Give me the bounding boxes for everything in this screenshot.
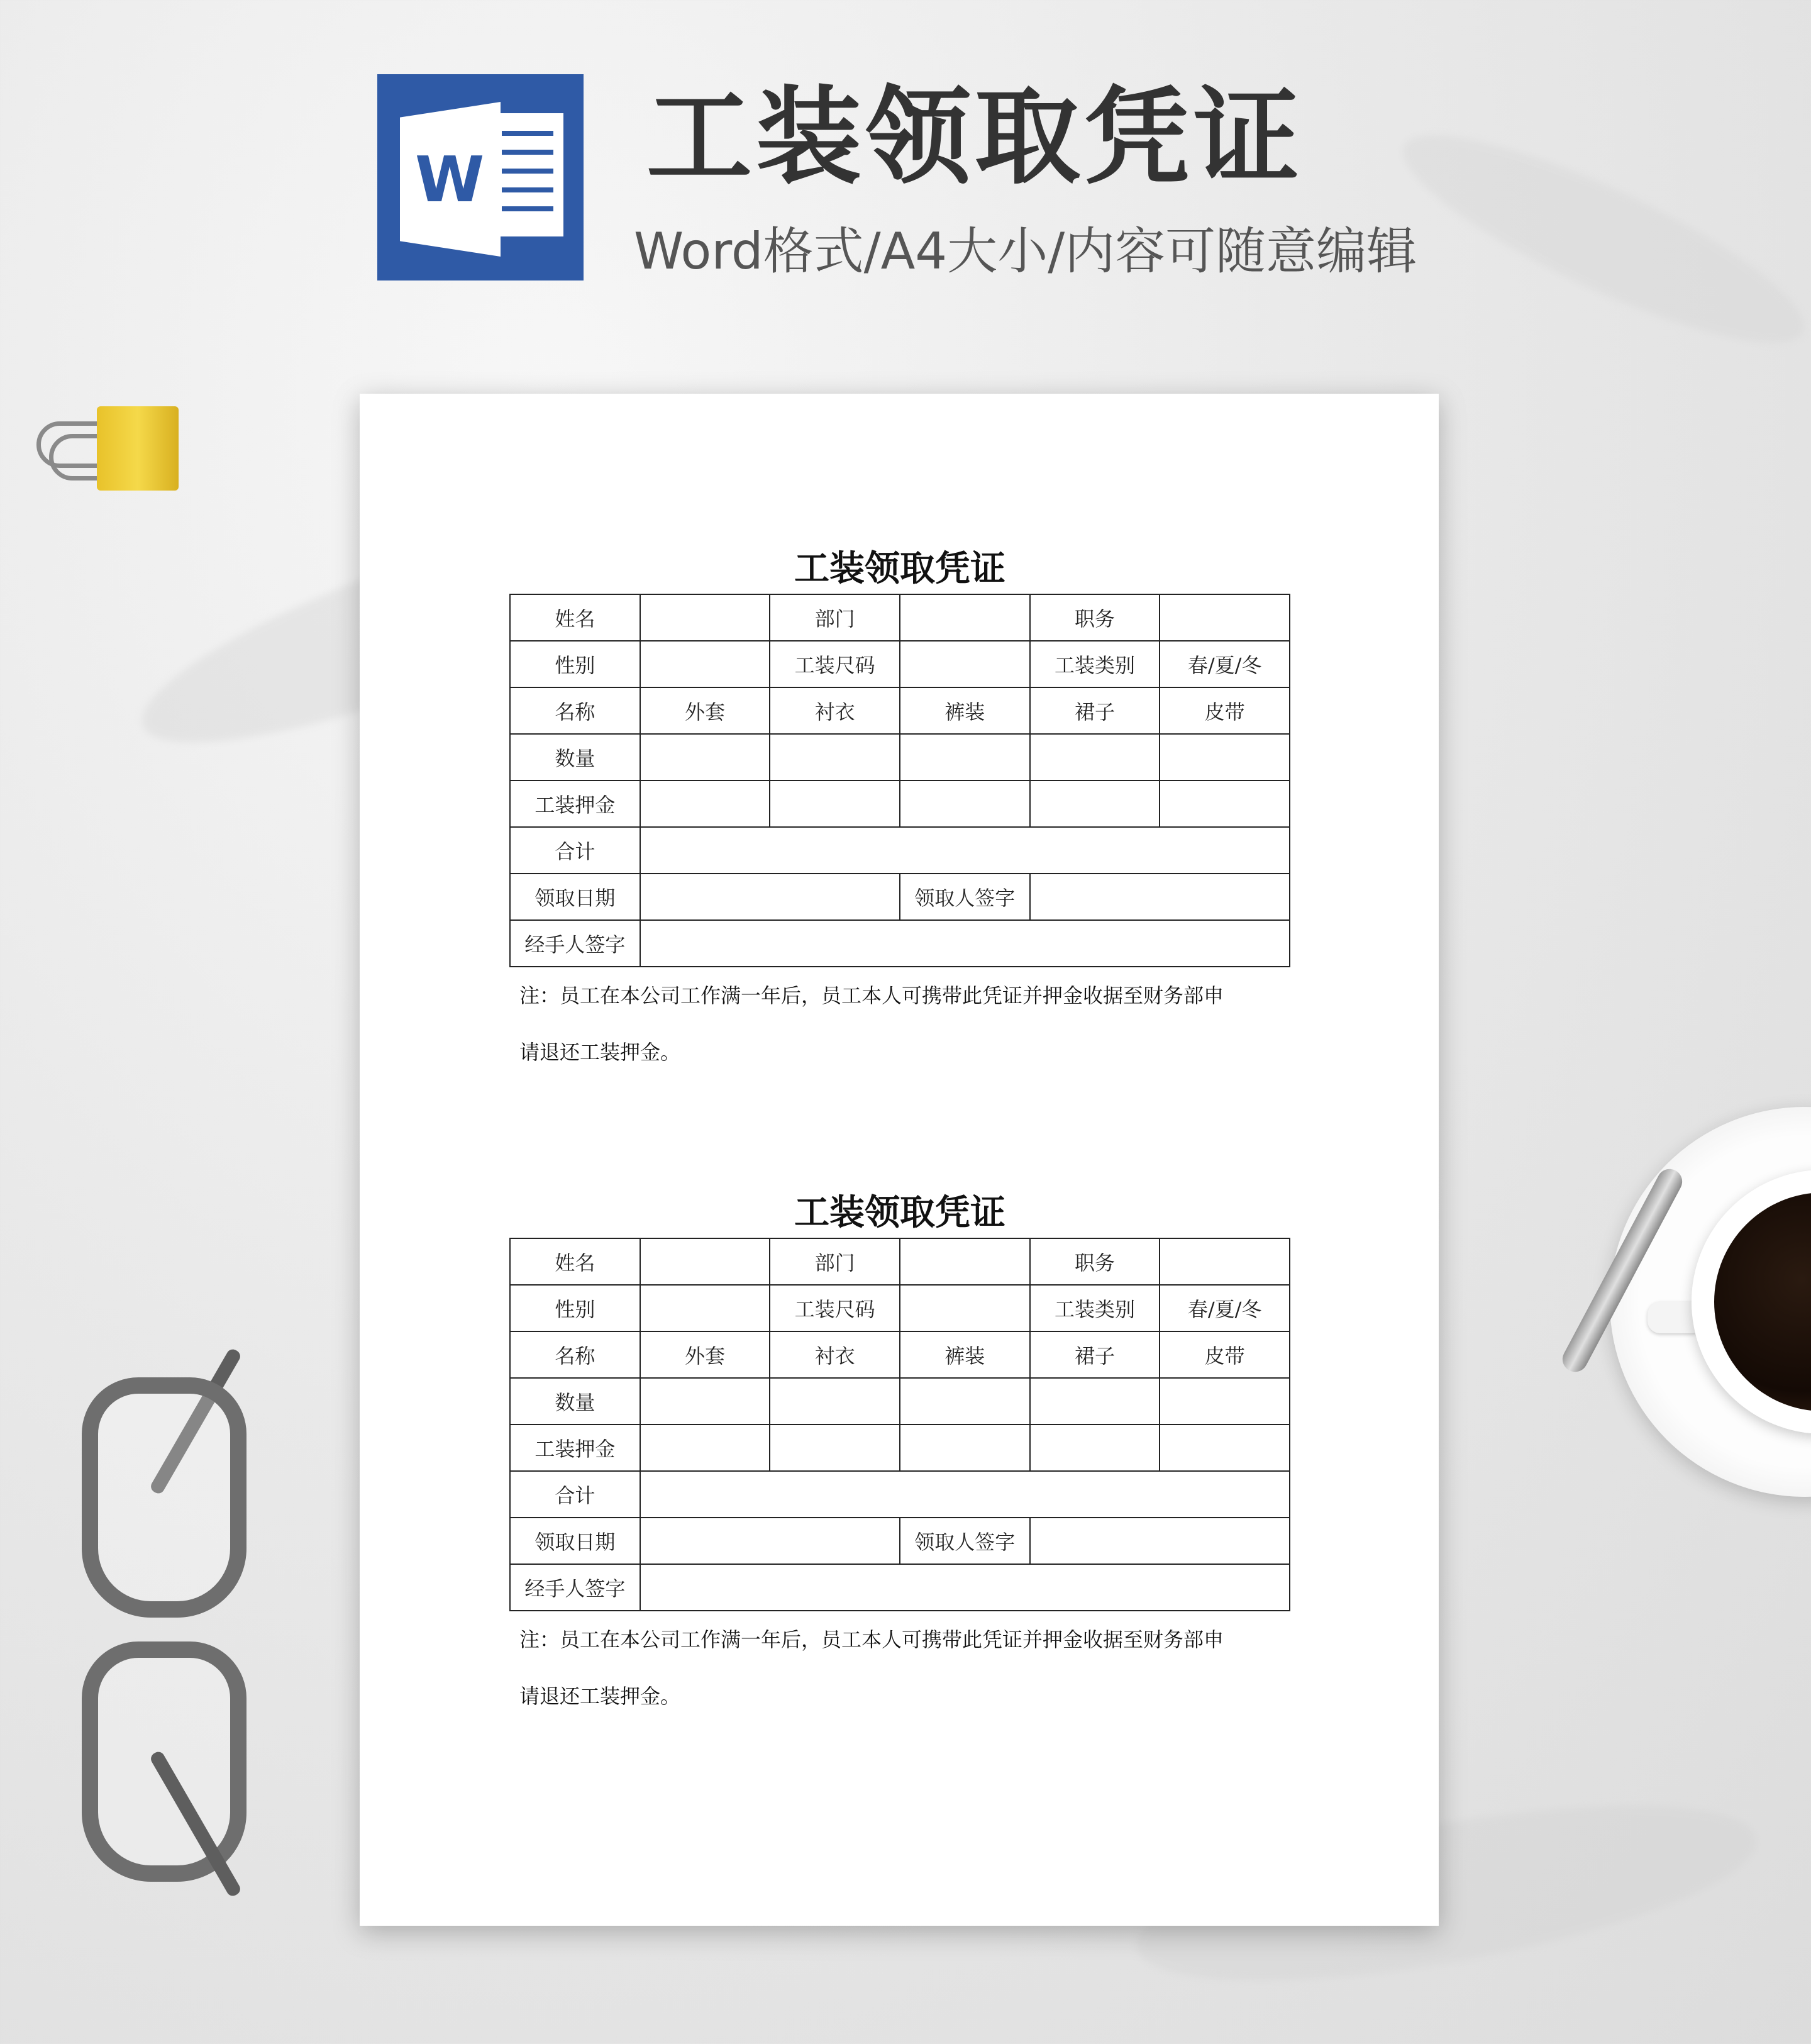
table-cell: 工装类别: [1030, 641, 1160, 687]
table-cell: 工装类别: [1030, 1285, 1160, 1331]
table-cell: 领取日期: [510, 1518, 640, 1564]
input-cell[interactable]: [640, 1518, 900, 1564]
table-cell: 外套: [640, 1331, 770, 1378]
note-line: 请退还工装押金。: [519, 1684, 681, 1708]
page-title: 工装领取凭证: [646, 75, 1303, 199]
table-cell: 姓名: [510, 1238, 640, 1285]
input-cell[interactable]: [770, 734, 900, 780]
input-cell[interactable]: [640, 827, 1290, 874]
marble-texture: [1383, 101, 1811, 378]
input-cell[interactable]: [1030, 1425, 1160, 1471]
input-cell[interactable]: [770, 1425, 900, 1471]
input-cell[interactable]: [640, 920, 1290, 967]
input-cell[interactable]: [640, 594, 770, 641]
table-cell: 衬衣: [770, 687, 900, 734]
table-cell: 裙子: [1030, 687, 1160, 734]
input-cell[interactable]: [1160, 734, 1290, 780]
word-icon-line: [502, 169, 553, 174]
table-row: [510, 1518, 1290, 1564]
word-icon: [377, 74, 584, 280]
word-icon-line: [502, 150, 553, 155]
input-cell[interactable]: [1160, 780, 1290, 827]
input-cell[interactable]: [900, 1238, 1030, 1285]
table-cell: 数量: [510, 734, 640, 780]
eyeglasses-icon: [75, 1352, 239, 1880]
input-cell[interactable]: [640, 1564, 1290, 1611]
table-row: [510, 874, 1290, 920]
input-cell[interactable]: [900, 1378, 1030, 1425]
table-row: [510, 780, 1290, 827]
table-cell: 部门: [770, 594, 900, 641]
note-line: 注：员工在本公司工作满一年后，员工本人可携带此凭证并押金收据至财务部申: [519, 984, 1224, 1008]
input-cell[interactable]: [900, 1425, 1030, 1471]
table-cell: 性别: [510, 641, 640, 687]
table-cell: 数量: [510, 1378, 640, 1425]
table-row: [510, 1331, 1290, 1378]
input-cell[interactable]: [1160, 594, 1290, 641]
input-cell[interactable]: [640, 1471, 1290, 1518]
input-cell[interactable]: [1030, 734, 1160, 780]
table-cell: 裤装: [900, 687, 1030, 734]
voucher-form-1: [509, 543, 1290, 1068]
input-cell[interactable]: [770, 1378, 900, 1425]
table-cell: 领取人签字: [900, 874, 1030, 920]
table-cell: 工装尺码: [770, 1285, 900, 1331]
table-cell: 衬衣: [770, 1331, 900, 1378]
table-cell: 皮带: [1160, 1331, 1290, 1378]
page-subtitle: Word格式/A4大小/内容可随意编辑: [634, 222, 1417, 280]
input-cell[interactable]: [900, 594, 1030, 641]
input-cell[interactable]: [640, 1425, 770, 1471]
word-icon-line: [502, 206, 553, 211]
table-cell: 工装押金: [510, 780, 640, 827]
table-cell: 姓名: [510, 594, 640, 641]
table-row: [510, 1238, 1290, 1285]
input-cell[interactable]: [640, 1238, 770, 1285]
table-cell: 部门: [770, 1238, 900, 1285]
input-cell[interactable]: [1030, 1518, 1290, 1564]
table-cell: 裙子: [1030, 1331, 1160, 1378]
table-cell: 名称: [510, 687, 640, 734]
table-cell: 裤装: [900, 1331, 1030, 1378]
voucher-table: [509, 1238, 1290, 1611]
input-cell[interactable]: [640, 874, 900, 920]
table-cell: 皮带: [1160, 687, 1290, 734]
word-icon-line: [502, 187, 553, 192]
form-note: [509, 980, 1290, 1068]
voucher-form-2: [509, 1187, 1290, 1712]
table-row: [510, 687, 1290, 734]
table-cell: 合计: [510, 1471, 640, 1518]
document-page: [360, 394, 1439, 1926]
table-row: [510, 1471, 1290, 1518]
table-cell: 职务: [1030, 1238, 1160, 1285]
table-row: [510, 641, 1290, 687]
table-row: [510, 1378, 1290, 1425]
note-line: 注：员工在本公司工作满一年后，员工本人可携带此凭证并押金收据至财务部申: [519, 1628, 1224, 1652]
table-row: [510, 1425, 1290, 1471]
table-cell: 领取日期: [510, 874, 640, 920]
input-cell[interactable]: [640, 734, 770, 780]
form-title: 工装领取凭证: [794, 548, 1005, 589]
input-cell[interactable]: [640, 780, 770, 827]
input-cell[interactable]: [640, 641, 770, 687]
table-cell: 工装押金: [510, 1425, 640, 1471]
note-line: 请退还工装押金。: [519, 1040, 681, 1064]
table-cell: 性别: [510, 1285, 640, 1331]
input-cell[interactable]: [640, 1378, 770, 1425]
input-cell[interactable]: [900, 1285, 1030, 1331]
input-cell[interactable]: [1030, 874, 1290, 920]
input-cell[interactable]: [1030, 780, 1160, 827]
table-cell: 名称: [510, 1331, 640, 1378]
word-icon-letter: W: [415, 143, 485, 216]
table-row: [510, 920, 1290, 967]
binder-clip-icon: [36, 403, 150, 491]
binder-clip-body: [97, 406, 179, 491]
input-cell[interactable]: [900, 780, 1030, 827]
form-note: [509, 1624, 1290, 1712]
table-row: [510, 594, 1290, 641]
table-row: [510, 1564, 1290, 1611]
table-cell[interactable]: 春/夏/冬: [1160, 641, 1290, 687]
input-cell[interactable]: [1160, 1425, 1290, 1471]
table-cell: 工装尺码: [770, 641, 900, 687]
table-row: [510, 734, 1290, 780]
input-cell[interactable]: [900, 641, 1030, 687]
input-cell[interactable]: [900, 734, 1030, 780]
table-cell[interactable]: 春/夏/冬: [1160, 1285, 1290, 1331]
input-cell[interactable]: [1160, 1238, 1290, 1285]
form-title: 工装领取凭证: [794, 1192, 1005, 1233]
table-cell: 经手人签字: [510, 1564, 640, 1611]
table-row: [510, 827, 1290, 874]
voucher-table: [509, 594, 1290, 967]
glasses-lens: [82, 1377, 246, 1618]
input-cell[interactable]: [640, 1285, 770, 1331]
table-cell: 外套: [640, 687, 770, 734]
table-cell: 合计: [510, 827, 640, 874]
table-row: [510, 1285, 1290, 1331]
input-cell[interactable]: [1160, 1378, 1290, 1425]
input-cell[interactable]: [1030, 1378, 1160, 1425]
table-cell: 领取人签字: [900, 1518, 1030, 1564]
input-cell[interactable]: [770, 780, 900, 827]
table-cell: 职务: [1030, 594, 1160, 641]
word-icon-line: [502, 131, 553, 136]
table-cell: 经手人签字: [510, 920, 640, 967]
